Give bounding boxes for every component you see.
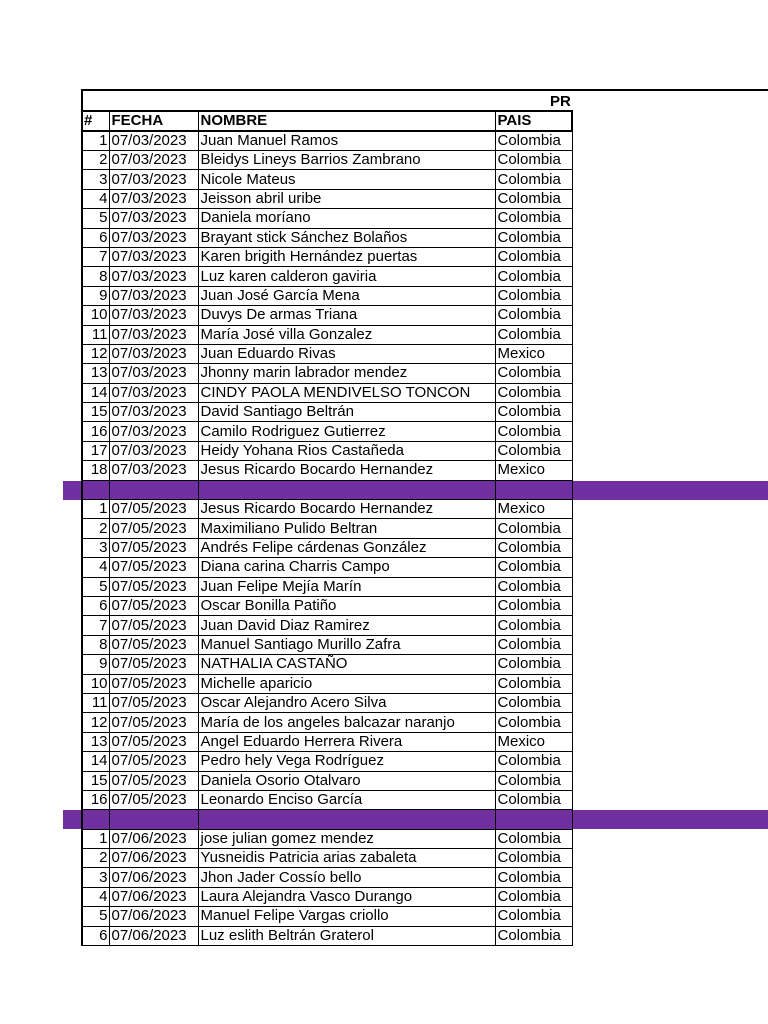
cell-pais[interactable]: Colombia	[495, 713, 572, 732]
cell-num[interactable]: 10	[82, 306, 109, 325]
table-row	[82, 441, 572, 460]
header-nombre: NOMBRE	[198, 111, 495, 131]
cell-nombre[interactable]: Juan José García Mena	[198, 286, 495, 305]
table-row	[82, 655, 572, 674]
title-row	[81, 89, 768, 110]
cell-pais[interactable]: Colombia	[495, 403, 572, 422]
cell-pais[interactable]: Colombia	[495, 247, 572, 266]
cell-nombre[interactable]: NATHALIA CASTAÑO	[198, 655, 495, 674]
cell-pais[interactable]: Colombia	[495, 170, 572, 189]
cell-nombre[interactable]: Luz eslith Beltrán Graterol	[198, 926, 495, 945]
cell-nombre[interactable]: Brayant stick Sánchez Bolaños	[198, 228, 495, 247]
cell-num[interactable]: 12	[82, 344, 109, 363]
table-row	[82, 771, 572, 790]
cell-pais[interactable]: Colombia	[495, 558, 572, 577]
cell-num[interactable]: 6	[82, 926, 109, 945]
group-separator-row	[82, 480, 572, 499]
table-row	[82, 403, 572, 422]
cell-pais[interactable]: Colombia	[495, 286, 572, 305]
cell-fecha[interactable]: 07/05/2023	[109, 635, 198, 654]
cell-nombre[interactable]: Luz karen calderon gaviria	[198, 267, 495, 286]
cell-fecha[interactable]: 07/03/2023	[109, 209, 198, 228]
cell-fecha[interactable]: 07/03/2023	[109, 441, 198, 460]
table-row	[82, 538, 572, 557]
cell-fecha[interactable]: 07/05/2023	[109, 693, 198, 712]
cell-nombre[interactable]: Jesus Ricardo Bocardo Hernandez	[198, 500, 495, 519]
cell-nombre[interactable]: Duvys De armas Triana	[198, 306, 495, 325]
cell-pais[interactable]: Colombia	[495, 829, 572, 848]
cell-num[interactable]: 4	[82, 887, 109, 906]
cell-num[interactable]: 13	[82, 364, 109, 383]
table-row	[82, 926, 572, 945]
cell-fecha[interactable]: 07/03/2023	[109, 286, 198, 305]
header-row	[82, 111, 572, 131]
cell-num[interactable]: 14	[82, 752, 109, 771]
separator-cell	[495, 480, 572, 499]
cell-num[interactable]: 9	[82, 286, 109, 305]
table-row	[82, 267, 572, 286]
table-row	[82, 247, 572, 266]
cell-num[interactable]: 16	[82, 790, 109, 809]
cell-pais[interactable]: Colombia	[495, 907, 572, 926]
cell-nombre[interactable]: Oscar Bonilla Patiño	[198, 596, 495, 615]
cell-nombre[interactable]: Laura Alejandra Vasco Durango	[198, 887, 495, 906]
cell-nombre[interactable]: Manuel Felipe Vargas criollo	[198, 907, 495, 926]
cell-fecha[interactable]: 07/05/2023	[109, 771, 198, 790]
cell-pais[interactable]: Colombia	[495, 577, 572, 596]
cell-nombre[interactable]: Juan David Diaz Ramirez	[198, 616, 495, 635]
cell-num[interactable]: 3	[82, 170, 109, 189]
cell-num[interactable]: 4	[82, 189, 109, 208]
separator-cell	[82, 480, 109, 499]
cell-pais[interactable]: Colombia	[495, 209, 572, 228]
cell-fecha[interactable]: 07/05/2023	[109, 655, 198, 674]
cell-nombre[interactable]: Angel Eduardo Herrera Rivera	[198, 732, 495, 751]
cell-fecha[interactable]: 07/03/2023	[109, 228, 198, 247]
cell-pais[interactable]: Colombia	[495, 868, 572, 887]
cell-nombre[interactable]: Jhonny marin labrador mendez	[198, 364, 495, 383]
table-row	[82, 344, 572, 363]
table-row	[82, 228, 572, 247]
table-row	[82, 752, 572, 771]
cell-num[interactable]: 10	[82, 674, 109, 693]
cell-pais[interactable]: Mexico	[495, 461, 572, 480]
cell-nombre[interactable]: Michelle aparicio	[198, 674, 495, 693]
cell-nombre[interactable]: CINDY PAOLA MENDIVELSO TONCON	[198, 383, 495, 402]
cell-nombre[interactable]: María José villa Gonzalez	[198, 325, 495, 344]
cell-nombre[interactable]: Daniela Osorio Otalvaro	[198, 771, 495, 790]
table-row	[82, 286, 572, 305]
cell-fecha[interactable]: 07/05/2023	[109, 577, 198, 596]
cell-fecha[interactable]: 07/03/2023	[109, 383, 198, 402]
table-row	[82, 596, 572, 615]
cell-pais[interactable]: Colombia	[495, 383, 572, 402]
cell-nombre[interactable]: David Santiago Beltrán	[198, 403, 495, 422]
cell-nombre[interactable]: Jhon Jader Cossío bello	[198, 868, 495, 887]
registrations-table	[81, 110, 573, 946]
cell-pais[interactable]: Colombia	[495, 228, 572, 247]
cell-nombre[interactable]: Juan Manuel Ramos	[198, 131, 495, 151]
table-row	[82, 151, 572, 170]
cell-pais[interactable]: Colombia	[495, 616, 572, 635]
separator-band-left	[63, 810, 83, 829]
table-row	[82, 558, 572, 577]
cell-nombre[interactable]: Heidy Yohana Rios Castañeda	[198, 441, 495, 460]
cell-fecha[interactable]: 07/05/2023	[109, 713, 198, 732]
cell-pais[interactable]: Colombia	[495, 752, 572, 771]
cell-fecha[interactable]: 07/03/2023	[109, 131, 198, 151]
cell-num[interactable]: 15	[82, 771, 109, 790]
cell-pais[interactable]: Colombia	[495, 849, 572, 868]
cell-nombre[interactable]: Nicole Mateus	[198, 170, 495, 189]
table-row	[82, 577, 572, 596]
cell-pais[interactable]: Colombia	[495, 538, 572, 557]
cell-fecha[interactable]: 07/05/2023	[109, 732, 198, 751]
cell-num[interactable]: 7	[82, 616, 109, 635]
cell-num[interactable]: 3	[82, 868, 109, 887]
cell-num[interactable]: 15	[82, 403, 109, 422]
cell-num[interactable]: 2	[82, 519, 109, 538]
header-fecha: FECHA	[109, 111, 198, 131]
cell-pais[interactable]: Colombia	[495, 887, 572, 906]
cell-pais[interactable]: Mexico	[495, 500, 572, 519]
cell-fecha[interactable]: 07/03/2023	[109, 422, 198, 441]
cell-nombre[interactable]: Oscar Alejandro Acero Silva	[198, 693, 495, 712]
cell-fecha[interactable]: 07/03/2023	[109, 344, 198, 363]
cell-num[interactable]: 18	[82, 461, 109, 480]
separator-cell	[198, 480, 495, 499]
cell-num[interactable]: 6	[82, 596, 109, 615]
cell-fecha[interactable]: 07/03/2023	[109, 170, 198, 189]
cell-fecha[interactable]: 07/03/2023	[109, 364, 198, 383]
cell-fecha[interactable]: 07/05/2023	[109, 500, 198, 519]
cell-num[interactable]: 1	[82, 829, 109, 848]
cell-fecha[interactable]: 07/03/2023	[109, 151, 198, 170]
cell-fecha[interactable]: 07/06/2023	[109, 907, 198, 926]
cell-num[interactable]: 7	[82, 247, 109, 266]
table-row	[82, 829, 572, 848]
cell-pais[interactable]: Colombia	[495, 189, 572, 208]
cell-pais[interactable]: Mexico	[495, 732, 572, 751]
cell-pais[interactable]: Colombia	[495, 693, 572, 712]
cell-nombre[interactable]: Jeisson abril uribe	[198, 189, 495, 208]
table-row	[82, 907, 572, 926]
cell-nombre[interactable]: Manuel Santiago Murillo Zafra	[198, 635, 495, 654]
cell-num[interactable]: 5	[82, 907, 109, 926]
table-row	[82, 325, 572, 344]
table-row	[82, 383, 572, 402]
table-row	[82, 306, 572, 325]
table-row	[82, 887, 572, 906]
cell-nombre[interactable]: Camilo Rodriguez Gutierrez	[198, 422, 495, 441]
cell-pais[interactable]: Colombia	[495, 441, 572, 460]
cell-num[interactable]: 1	[82, 131, 109, 151]
separator-cell	[495, 810, 572, 829]
cell-nombre[interactable]: María de los angeles balcazar naranjo	[198, 713, 495, 732]
table-row	[82, 635, 572, 654]
cell-fecha[interactable]: 07/03/2023	[109, 461, 198, 480]
cell-nombre[interactable]: Maximiliano Pulido Beltran	[198, 519, 495, 538]
cell-nombre[interactable]: Andrés Felipe cárdenas González	[198, 538, 495, 557]
cell-num[interactable]: 5	[82, 577, 109, 596]
cell-pais[interactable]: Colombia	[495, 596, 572, 615]
cell-nombre[interactable]: Juan Felipe Mejía Marín	[198, 577, 495, 596]
cell-pais[interactable]: Colombia	[495, 267, 572, 286]
cell-num[interactable]: 9	[82, 655, 109, 674]
table-row	[82, 209, 572, 228]
table-row	[82, 616, 572, 635]
spreadsheet	[81, 89, 768, 946]
cell-pais[interactable]: Colombia	[495, 131, 572, 151]
cell-num[interactable]: 11	[82, 693, 109, 712]
cell-nombre[interactable]: Juan Eduardo Rivas	[198, 344, 495, 363]
cell-nombre[interactable]: Leonardo Enciso García	[198, 790, 495, 809]
cell-pais[interactable]: Colombia	[495, 422, 572, 441]
cell-nombre[interactable]: jose julian gomez mendez	[198, 829, 495, 848]
table-row	[82, 693, 572, 712]
cell-fecha[interactable]: 07/05/2023	[109, 558, 198, 577]
cell-pais[interactable]: Mexico	[495, 344, 572, 363]
cell-pais[interactable]: Colombia	[495, 655, 572, 674]
sheet-title: PR	[550, 93, 571, 110]
cell-pais[interactable]: Colombia	[495, 306, 572, 325]
header-pais: PAIS	[495, 111, 572, 131]
cell-num[interactable]: 2	[82, 849, 109, 868]
cell-fecha[interactable]: 07/05/2023	[109, 616, 198, 635]
cell-nombre[interactable]: Pedro hely Vega Rodríguez	[198, 752, 495, 771]
cell-nombre[interactable]: Bleidys Lineys Barrios Zambrano	[198, 151, 495, 170]
cell-num[interactable]: 1	[82, 500, 109, 519]
cell-fecha[interactable]: 07/05/2023	[109, 538, 198, 557]
cell-fecha[interactable]: 07/03/2023	[109, 267, 198, 286]
table-row	[82, 713, 572, 732]
cell-nombre[interactable]: Jesus Ricardo Bocardo Hernandez	[198, 461, 495, 480]
cell-pais[interactable]: Colombia	[495, 151, 572, 170]
separator-cell	[82, 810, 109, 829]
table-row	[82, 189, 572, 208]
separator-band-left	[63, 481, 83, 500]
cell-num[interactable]: 11	[82, 325, 109, 344]
cell-num[interactable]: 2	[82, 151, 109, 170]
cell-fecha[interactable]: 07/06/2023	[109, 868, 198, 887]
cell-num[interactable]: 6	[82, 228, 109, 247]
cell-fecha[interactable]: 07/03/2023	[109, 189, 198, 208]
cell-nombre[interactable]: Karen brigith Hernández puertas	[198, 247, 495, 266]
cell-fecha[interactable]: 07/03/2023	[109, 306, 198, 325]
cell-num[interactable]: 8	[82, 635, 109, 654]
cell-nombre[interactable]: Daniela moríano	[198, 209, 495, 228]
cell-pais[interactable]: Colombia	[495, 674, 572, 693]
cell-fecha[interactable]: 07/06/2023	[109, 829, 198, 848]
table-row	[82, 170, 572, 189]
cell-nombre[interactable]: Diana carina Charris Campo	[198, 558, 495, 577]
table-row	[82, 674, 572, 693]
group-separator-row	[82, 810, 572, 829]
cell-fecha[interactable]: 07/03/2023	[109, 403, 198, 422]
cell-pais[interactable]: Colombia	[495, 790, 572, 809]
table-row	[82, 790, 572, 809]
cell-fecha[interactable]: 07/05/2023	[109, 752, 198, 771]
table-row	[82, 868, 572, 887]
cell-num[interactable]: 13	[82, 732, 109, 751]
cell-pais[interactable]: Colombia	[495, 325, 572, 344]
cell-num[interactable]: 4	[82, 558, 109, 577]
cell-fecha[interactable]: 07/06/2023	[109, 926, 198, 945]
cell-num[interactable]: 12	[82, 713, 109, 732]
table-row	[82, 732, 572, 751]
table-row	[82, 461, 572, 480]
header-num: #	[82, 111, 109, 131]
separator-cell	[198, 810, 495, 829]
cell-num[interactable]: 14	[82, 383, 109, 402]
cell-fecha[interactable]: 07/03/2023	[109, 325, 198, 344]
cell-num[interactable]: 3	[82, 538, 109, 557]
cell-fecha[interactable]: 07/05/2023	[109, 674, 198, 693]
cell-fecha[interactable]: 07/06/2023	[109, 849, 198, 868]
cell-pais[interactable]: Colombia	[495, 771, 572, 790]
separator-cell	[109, 480, 198, 499]
cell-fecha[interactable]: 07/06/2023	[109, 887, 198, 906]
cell-fecha[interactable]: 07/03/2023	[109, 247, 198, 266]
cell-nombre[interactable]: Yusneidis Patricia arias zabaleta	[198, 849, 495, 868]
cell-fecha[interactable]: 07/05/2023	[109, 596, 198, 615]
table-row	[82, 519, 572, 538]
cell-pais[interactable]: Colombia	[495, 926, 572, 945]
cell-num[interactable]: 5	[82, 209, 109, 228]
cell-pais[interactable]: Colombia	[495, 364, 572, 383]
table-row	[82, 849, 572, 868]
cell-num[interactable]: 8	[82, 267, 109, 286]
cell-fecha[interactable]: 07/05/2023	[109, 519, 198, 538]
table-row	[82, 364, 572, 383]
cell-pais[interactable]: Colombia	[495, 519, 572, 538]
table-row	[82, 422, 572, 441]
table-body	[82, 131, 572, 946]
table-row	[82, 131, 572, 151]
cell-fecha[interactable]: 07/05/2023	[109, 790, 198, 809]
cell-num[interactable]: 17	[82, 441, 109, 460]
table-row	[82, 500, 572, 519]
separator-cell	[109, 810, 198, 829]
cell-pais[interactable]: Colombia	[495, 635, 572, 654]
cell-num[interactable]: 16	[82, 422, 109, 441]
